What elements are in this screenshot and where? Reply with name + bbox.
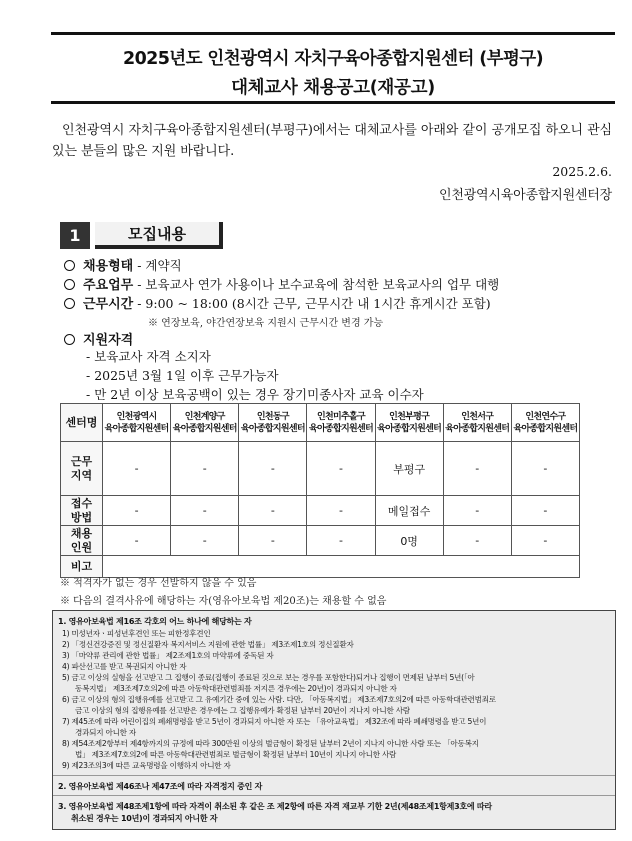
legal-item: 경과되지 아니한 자 <box>75 728 137 737</box>
center-table <box>60 403 580 578</box>
section-number: 1 <box>60 222 90 249</box>
table-cell: - <box>307 442 375 496</box>
table-cell: - <box>171 442 239 496</box>
row-label: 채용 인원 <box>61 526 103 556</box>
bullet-circle-icon <box>64 260 75 271</box>
table-header-row <box>61 404 580 442</box>
table-cell: 0명 <box>375 526 443 556</box>
table-cell: - <box>239 526 307 556</box>
table-row <box>61 442 580 496</box>
bullet-circle-icon <box>64 298 75 309</box>
center-header: 인천광역시 육아종합지원센터 <box>103 404 171 442</box>
note-line: ※ 적격자가 없는 경우 선발하지 않을 수 있음 <box>60 578 257 589</box>
work-hours-note: ※ 연장보육, 야간연장보육 지원시 근무시간 변경 가능 <box>148 318 384 329</box>
work-hours-row <box>64 293 491 312</box>
center-header: 인천연수구 육아종합지원센터 <box>511 404 579 442</box>
page-subtitle: 대체교사 채용공고(재공고) <box>231 78 435 98</box>
legal-item: 1) 미성년자ㆍ피성년후견인 또는 피한정후견인 <box>62 629 211 638</box>
legal-heading: 1. 영유아보육법 제16조 각호의 어느 하나에 해당하는 자 <box>58 617 252 626</box>
employment-type-label: 채용형태 <box>83 259 134 274</box>
legal-item: 5) 금고 이상의 실형을 선고받고 그 집행이 종료(집행이 종료된 것으로 보는 경우를 포함한다)되거나 집행이 면제된 날부터 5년(「아 <box>62 673 475 682</box>
legal-heading: 3. 영유아보육법 제48조제1항에 따라 자격이 취소된 후 같은 조 제2항에 따른 자격 재교부 기한 2년(제48조제1항제3호에 따라 <box>58 802 492 811</box>
bullet-circle-icon <box>64 279 75 290</box>
legal-heading: 2. 영유아보육법 제46조나 제47조에 따라 자격정지 중인 자 <box>58 782 263 791</box>
row-label: 접수 방법 <box>61 496 103 526</box>
qualification-row <box>64 329 133 348</box>
table-cell: 부평구 <box>375 442 443 496</box>
intro-paragraph: 인천광역시 자치구육아종합지원센터(부평구)에서는 대체교사를 아래와 같이 공개모집 하오니 관심 있는 분들의 많은 지원 바랍니다. <box>52 123 612 159</box>
center-header: 인천부평구 육아종합지원센터 <box>375 404 443 442</box>
legal-item: 3) 「마약류 관리에 관한 법률」 제2조제1호의 마약류에 중독된 자 <box>62 651 274 660</box>
legal-item: 동복지법」 제3조제7호의2에 따른 아동학대관련범죄를 저지른 경우에는 20년)이 경과되지 아니한 자 <box>75 684 397 693</box>
title-box <box>51 32 615 104</box>
announcement-date: 2025.2.6. <box>552 164 612 179</box>
table-corner-header: 센터명 <box>61 404 103 442</box>
row-label: 근무 지역 <box>61 442 103 496</box>
main-duty-label: 주요업무 <box>83 278 134 293</box>
table-cell: - <box>511 496 579 526</box>
legal-item: 8) 제54조제2항부터 제4항까지의 규정에 따라 300만원 이상의 벌금형이 확정된 날부터 2년이 지나지 아니한 사람 또는 「아동복지 <box>62 739 479 748</box>
note-line: ※ 다음의 결격사유에 해당하는 자(영유아보육법 제20조)는 채용할 수 없음 <box>60 596 387 607</box>
divider <box>53 775 615 776</box>
row-label: 비고 <box>61 556 103 578</box>
legal-item: 7) 제45조에 따라 어린이집의 폐쇄명령을 받고 5년이 경과되지 아니한 자 또는 「유아교육법」 제32조에 따라 폐쇄명령을 받고 5년이 <box>62 717 487 726</box>
disqualification-box <box>52 610 616 830</box>
legal-item: 6) 금고 이상의 형의 집행유예를 선고받고 그 유예기간 중에 있는 사람. 다만, 「아동복지법」 제3조제7호의2에 따른 아동학대관련범죄로 <box>62 695 496 704</box>
main-duty-row <box>64 274 499 293</box>
table-cell: - <box>171 526 239 556</box>
section-heading: 모집내용 <box>95 222 223 249</box>
employment-type-row <box>64 255 182 274</box>
employment-type-value: - 계약직 <box>137 258 182 273</box>
table-row <box>61 526 580 556</box>
center-header: 인천서구 육아종합지원센터 <box>443 404 511 442</box>
work-hours-label: 근무시간 <box>83 297 134 312</box>
legal-item: 4) 파산선고를 받고 복권되지 아니한 자 <box>62 662 187 671</box>
table-cell: - <box>307 496 375 526</box>
work-hours-value: - 9:00 ~ 18:00 (8시간 근무, 근무시간 내 1시간 휴게시간 포함) <box>137 296 491 311</box>
legal-item: 금고 이상의 형의 집행유예를 선고받은 경우에는 그 집행유예가 확정된 날부터 20년이 지나지 아니한 사람 <box>75 706 410 715</box>
center-header: 인천계양구 육아종합지원센터 <box>171 404 239 442</box>
legal-item: 9) 제23조의3에 따른 교육명령을 이행하지 아니한 자 <box>62 761 231 770</box>
legal-item: 법」 제3조제7호의2에 따른 아동학대관련범죄로 벌금형이 확정된 날부터 10년이 지나지 아니한 사람 <box>75 750 397 759</box>
bullet-circle-icon <box>64 334 75 345</box>
table-cell: - <box>239 442 307 496</box>
table-cell: - <box>103 496 171 526</box>
table-cell: - <box>307 526 375 556</box>
table-cell: - <box>103 526 171 556</box>
main-duty-value: - 보육교사 연가 사용이나 보수교육에 참석한 보육교사의 업무 대행 <box>137 277 500 292</box>
table-cell: - <box>171 496 239 526</box>
organization-name: 인천광역시육아종합지원센터장 <box>438 188 612 203</box>
table-cell: - <box>511 442 579 496</box>
table-row <box>61 496 580 526</box>
table-cell: - <box>239 496 307 526</box>
center-header: 인천동구 육아종합지원센터 <box>239 404 307 442</box>
legal-item: 2) 「정신건강증진 및 정신질환자 복지서비스 지원에 관한 법률」 제3조제1호의 정신질환자 <box>62 640 354 649</box>
table-cell: - <box>443 496 511 526</box>
table-cell: - <box>511 526 579 556</box>
table-cell: - <box>443 442 511 496</box>
page-title: 2025년도 인천광역시 자치구육아종합지원센터 (부평구) <box>123 49 543 69</box>
qualification-label: 지원자격 <box>83 333 134 348</box>
table-cell: - <box>103 442 171 496</box>
table-cell: 메일접수 <box>375 496 443 526</box>
qualification-item: - 만 2년 이상 보육공백이 있는 경우 장기미종사자 교육 이수자 <box>86 387 424 402</box>
qualification-item: - 2025년 3월 1일 이후 근무가능자 <box>86 368 279 383</box>
center-header: 인천미추홀구 육아종합지원센터 <box>307 404 375 442</box>
divider <box>53 795 615 796</box>
table-cell: - <box>443 526 511 556</box>
qualification-item: - 보육교사 자격 소지자 <box>86 349 211 364</box>
legal-heading-cont: 취소된 경우는 10년)이 경과되지 아니한 자 <box>71 814 218 823</box>
